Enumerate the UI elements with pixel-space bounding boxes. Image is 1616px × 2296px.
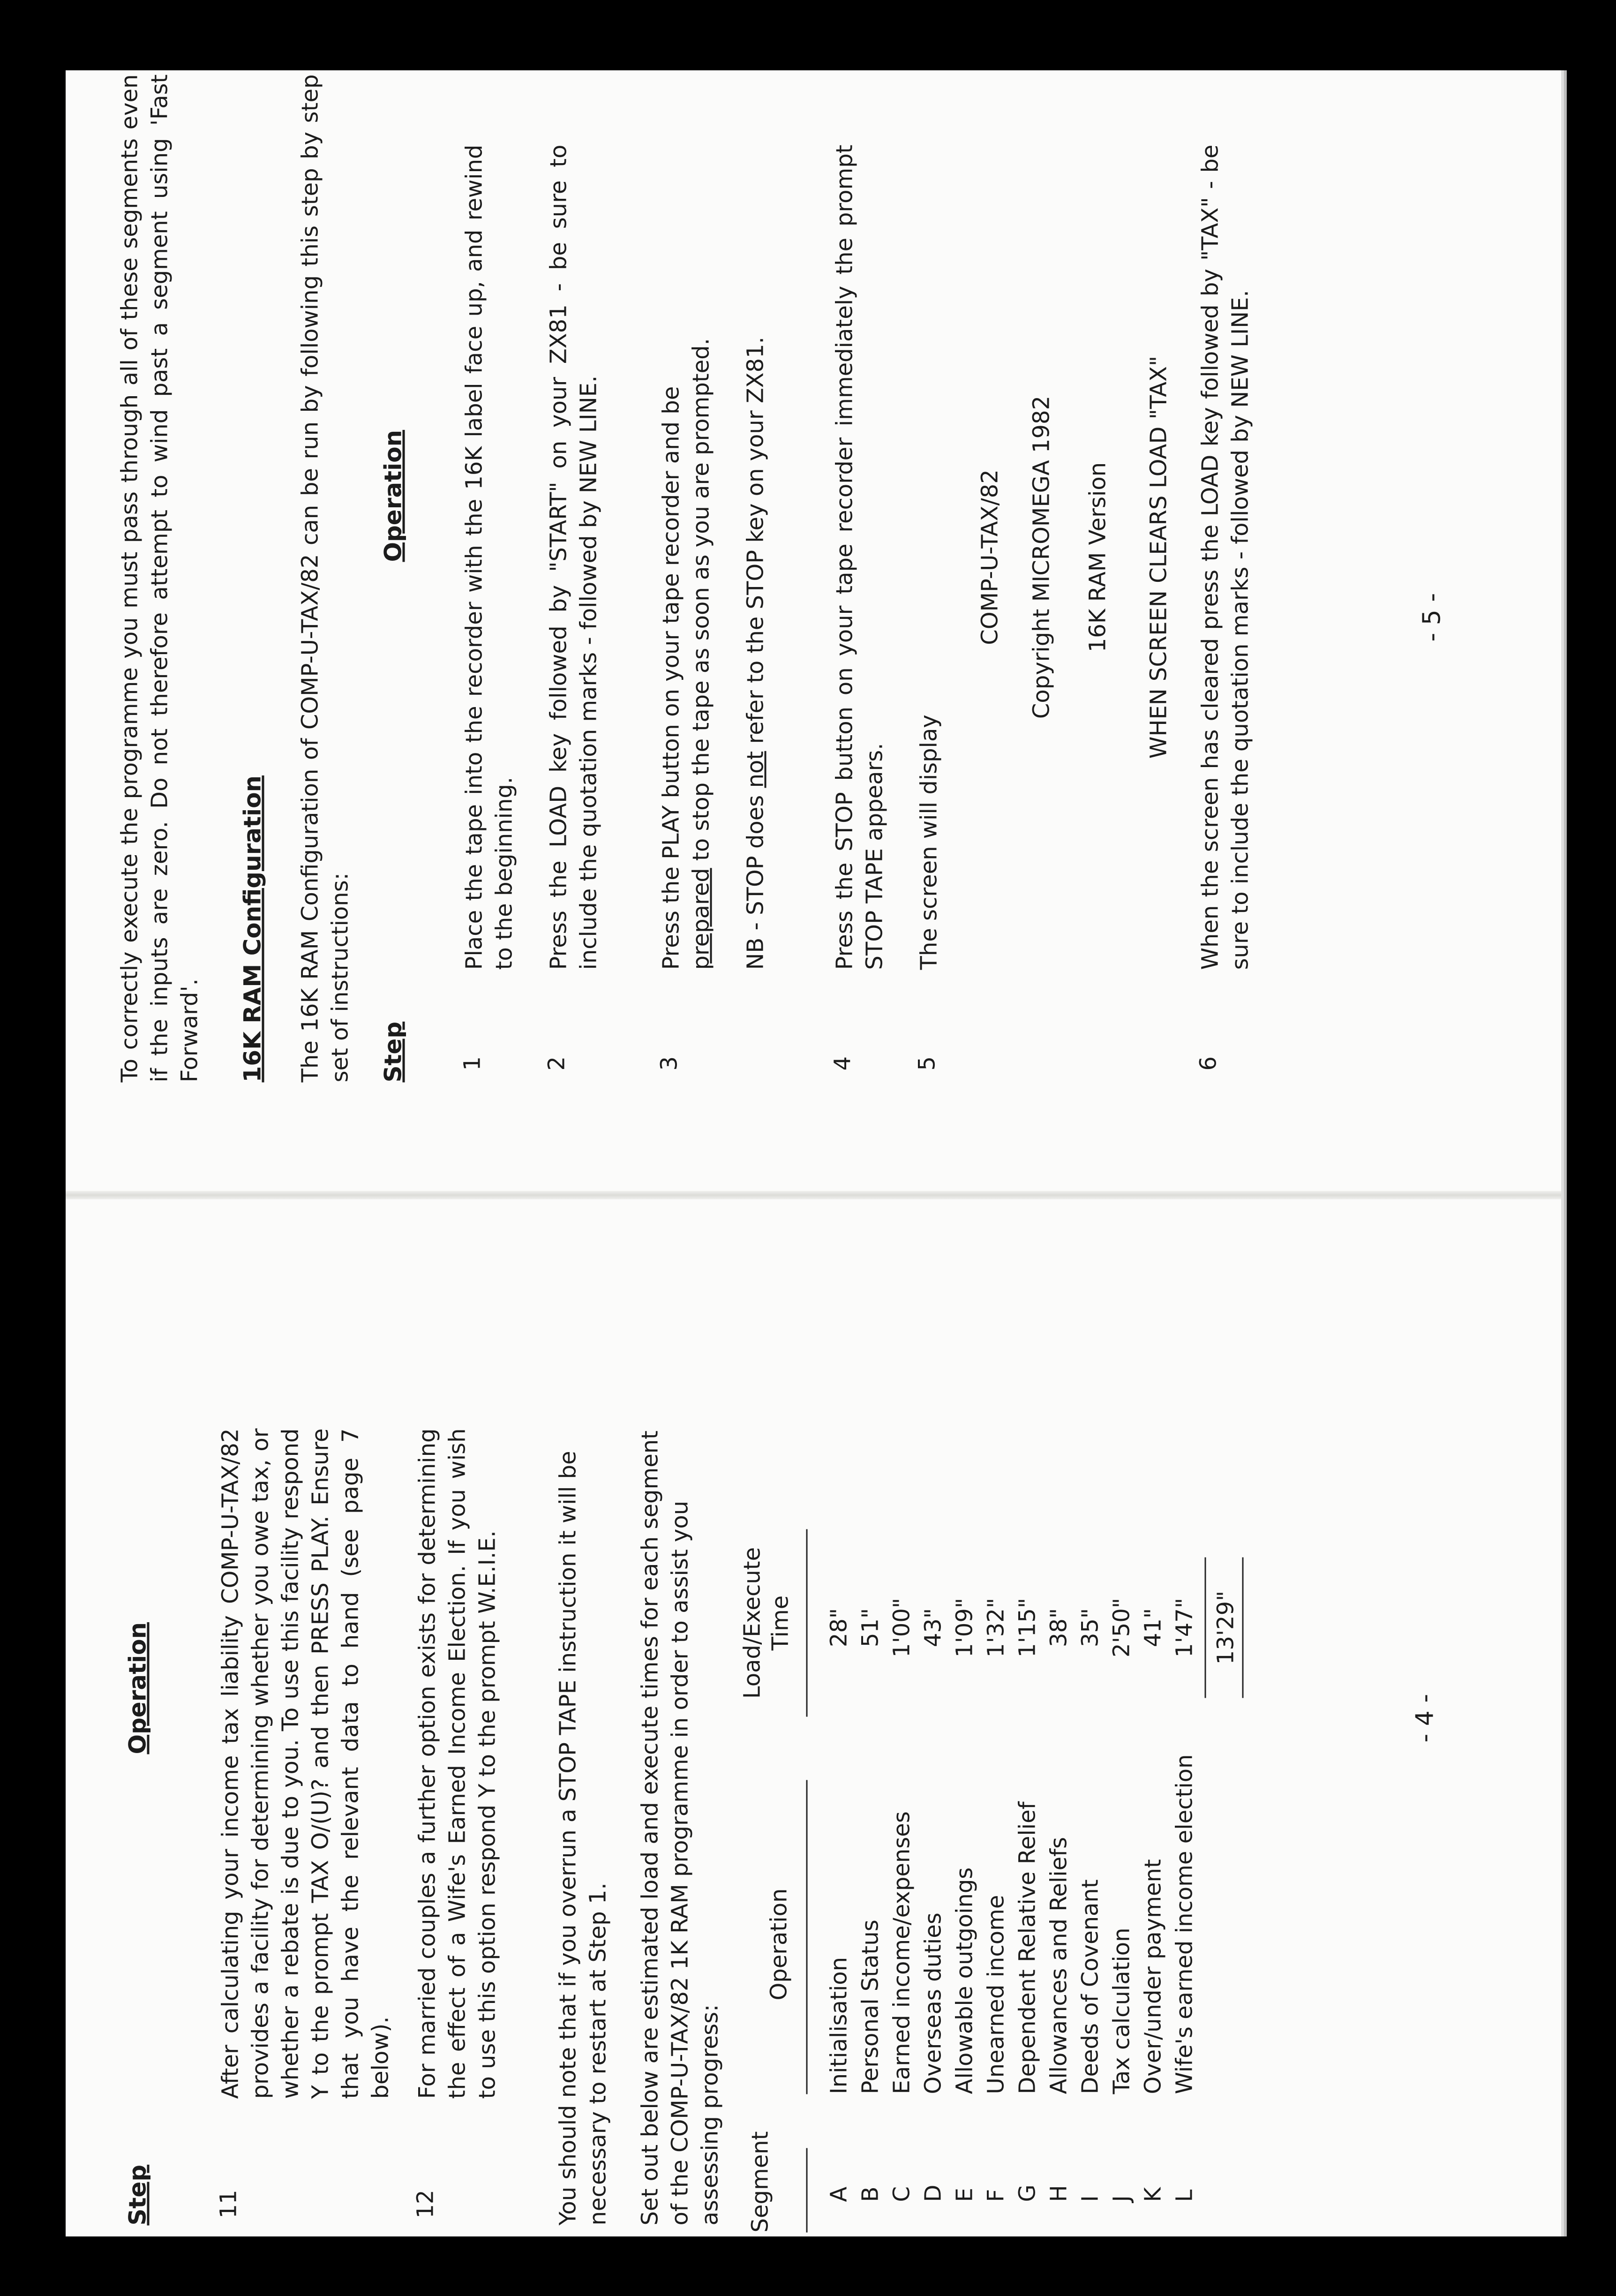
display-line-1: COMP-U-TAX/82 xyxy=(977,469,1003,645)
step-6-number: 6 xyxy=(1195,1056,1222,1071)
time-header-line2: Time xyxy=(767,1595,794,1651)
step-2-text: Press the LOAD key followed by "START" on your ZX81 - be sure to include the quotation marks - followed by NEW LINE. xyxy=(545,144,602,970)
segments-warning: To correctly execute the programme you must pass through all of these segments even if the inputs are zero. Do not therefore attempt to wind past a segment using 'Fast Forward'. xyxy=(116,74,203,1083)
step-4-text: Press the STOP button on your tape recorder immediately the prompt STOP TAPE appears. xyxy=(831,144,888,970)
segment-letter: E xyxy=(951,2188,978,2202)
step-11-number: 11 xyxy=(215,2190,242,2219)
segment-time: 41" xyxy=(1140,1608,1166,1648)
step-11-text: After calculating your income tax liability COMP-U-TAX/82 provides a facility for determining whether you owe tax, or whether a rebate is due to you. To use this facility respond Y to the prompt TAX O/(U)? and then PRESS PLAY. Ensure that you have the relevant data to hand (see page 7 below). xyxy=(217,1428,394,2099)
segment-letter: C xyxy=(888,2186,915,2202)
step-3-line2-rest: to stop the tape as soon as you are prompted. xyxy=(688,338,714,868)
segment-letter: I xyxy=(1077,2195,1104,2202)
configuration-heading: 16K RAM Configuration xyxy=(239,775,266,1083)
nb-pre: NB - STOP does xyxy=(742,788,769,970)
page-4 xyxy=(0,1148,1616,2296)
segment-letter: D xyxy=(920,2184,947,2202)
segment-operation: Over/under payment xyxy=(1140,1859,1166,2094)
segment-time: 28" xyxy=(826,1608,852,1648)
segment-operation: Unearned income xyxy=(983,1895,1009,2094)
segment-letter: H xyxy=(1045,2185,1072,2202)
segment-operation: Personal Status xyxy=(857,1920,884,2094)
segment-operation: Earned income/expenses xyxy=(888,1811,915,2094)
segment-operation: Tax calculation xyxy=(1108,1927,1135,2094)
time-header-line1: Load/Execute xyxy=(739,1547,766,1699)
segment-time: 35" xyxy=(1077,1608,1104,1648)
segment-operation: Dependent Relative Relief xyxy=(1014,1801,1041,2094)
segment-operation: Allowances and Reliefs xyxy=(1045,1837,1072,2094)
segment-time: 43" xyxy=(920,1608,947,1648)
operation-header: Operation xyxy=(379,429,407,562)
step-6-text: When the screen has cleared press the LOAD key followed by "TAX" - be sure to include the quotation marks - followed by NEW LINE. xyxy=(1197,144,1254,970)
step-1-number: 1 xyxy=(459,1056,486,1071)
total-rule-top xyxy=(1205,1558,1206,1698)
segment-time: 1'09" xyxy=(951,1598,978,1657)
segment-letter: L xyxy=(1171,2189,1198,2202)
display-line-4: WHEN SCREEN CLEARS LOAD "TAX" xyxy=(1145,355,1172,759)
total-rule-bottom xyxy=(1242,1558,1244,1698)
step-5-text: The screen will display xyxy=(916,715,942,970)
display-line-3: 16K RAM Version xyxy=(1084,462,1111,653)
step-3-prepared: prepared xyxy=(688,868,714,970)
step-3-line1: Press the PLAY button on your tape recorder and be xyxy=(658,386,684,970)
step-12-number: 12 xyxy=(412,2190,439,2219)
segment-time: 51" xyxy=(857,1608,884,1648)
segment-time: 1'32" xyxy=(983,1598,1009,1657)
segment-letter: K xyxy=(1140,2187,1166,2202)
operation-header-rule xyxy=(806,1780,808,2094)
segment-operation: Wife's earned income election xyxy=(1171,1754,1198,2094)
segment-time: 38" xyxy=(1045,1608,1072,1648)
page-number-5: - 5 - xyxy=(1418,593,1446,642)
total-time: 13'29" xyxy=(1212,1590,1239,1665)
segment-letter: G xyxy=(1014,2184,1041,2202)
table-intro: Set out below are estimated load and execute times for each segment of the COMP-U-TAX/82 1K RAM programme in order to assist you assessing progress: xyxy=(637,1430,723,2226)
display-line-2: Copyright MICROMEGA 1982 xyxy=(1028,395,1055,719)
step-header: Step xyxy=(124,2164,151,2226)
step-5-number: 5 xyxy=(914,1056,940,1071)
overrun-note: You should note that if you overrun a STOP TAPE instruction it will be necessary to restart at Step 1. xyxy=(555,1451,611,2226)
segment-operation: Allowable outgoings xyxy=(951,1867,978,2094)
nb-not: not xyxy=(742,751,769,788)
segment-time: 2'50" xyxy=(1108,1598,1135,1657)
segment-letter: B xyxy=(857,2186,884,2202)
segment-column-header: Segment xyxy=(747,2131,774,2233)
segment-time: 1'00" xyxy=(888,1598,915,1657)
step-4-number: 4 xyxy=(829,1056,856,1071)
step-header: Step xyxy=(379,1021,407,1083)
page-number-4: - 4 - xyxy=(1411,1694,1439,1743)
operation-header: Operation xyxy=(124,1622,151,1754)
segment-letter: A xyxy=(826,2186,852,2202)
step-1-text: Place the tape into the recorder with the 16K label face up, and rewind to the beginning. xyxy=(461,144,518,970)
step-2-number: 2 xyxy=(543,1056,570,1071)
configuration-intro: The 16K RAM Configuration of COMP-U-TAX/82 can be run by following this step by step set of instructions: xyxy=(297,74,353,1083)
step-12-text: For married couples a further option exists for determining the effect of a Wife's Earned Income Election. If you wish to use this option respond Y to the prompt W.E.I.E. xyxy=(414,1428,501,2099)
time-column-header xyxy=(738,1529,795,1717)
step-3-number: 3 xyxy=(656,1056,683,1071)
segment-letter: F xyxy=(983,2189,1009,2202)
segment-header-rule xyxy=(806,2148,808,2233)
nb-post: refer to the STOP key on your ZX81. xyxy=(742,337,769,751)
segment-operation: Deeds of Covenant xyxy=(1077,1879,1104,2094)
step-3-text xyxy=(656,145,716,970)
segment-letter: J xyxy=(1108,2195,1135,2202)
operation-column-header: Operation xyxy=(766,1888,792,2001)
time-header-rule xyxy=(806,1529,808,1717)
segment-operation: Overseas duties xyxy=(920,1912,947,2094)
segment-time: 1'15" xyxy=(1014,1598,1041,1657)
nb-note xyxy=(741,145,771,970)
segment-operation: Initialisation xyxy=(826,1957,852,2094)
segment-time: 1'47" xyxy=(1171,1598,1198,1657)
